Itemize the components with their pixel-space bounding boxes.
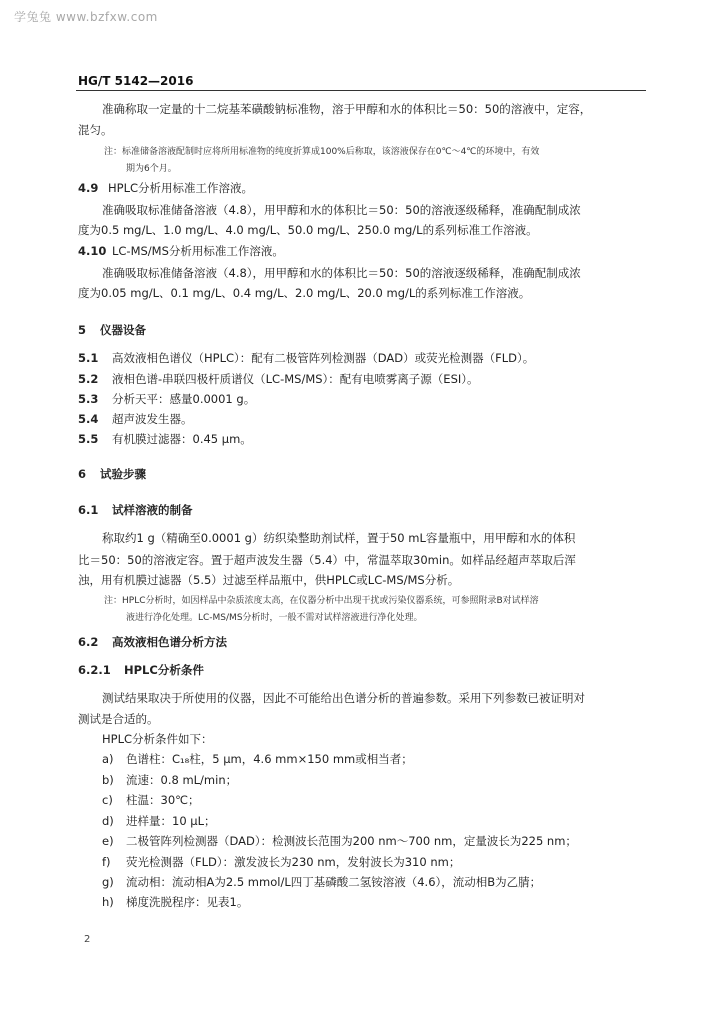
clause-title: HPLC分析用标准工作溶液。 xyxy=(108,181,254,195)
list-text: 荧光检测器（FLD）：激发波长为230 nm，发射波长为310 nm； xyxy=(126,855,461,869)
list-item xyxy=(102,772,237,788)
list-marker: h) xyxy=(102,895,114,909)
list-marker: g) xyxy=(102,875,114,889)
list-marker: e) xyxy=(102,834,114,848)
section-title: 试验步骤 xyxy=(100,467,146,481)
list-text: 二极管阵列检测器（DAD）：检测波长范围为200 nm～700 nm，定量波长为225 nm； xyxy=(126,834,577,848)
list-marker: b) xyxy=(102,773,114,787)
watermark: 学兔兔 www.bzfxw.com xyxy=(14,10,158,24)
list-marker: c) xyxy=(102,793,113,807)
header-divider xyxy=(76,90,646,91)
paragraph-line: 测试结果取决于所使用的仪器，因此不可能给出色谱分析的普遍参数。采用下列参数已被证明对 xyxy=(102,691,585,705)
paragraph-line: 准确吸取标准储备溶液（4.8），用甲醇和水的体积比＝50：50的溶液逐级稀释，准确配制成浓 xyxy=(102,203,581,217)
clause-number: 4.10 xyxy=(78,244,107,258)
paragraph-line: 称取约1 g（精确至0.0001 g）纺织染整助剂试样，置于50 mL容量瓶中，用甲醇和水的体积 xyxy=(102,531,576,545)
list-item xyxy=(102,813,216,829)
paragraph-line: 准确称取一定量的十二烷基苯磺酸钠标准物，溶于甲醇和水的体积比＝50：50的溶液中，定容， xyxy=(102,102,592,116)
clause-number: 5.1 xyxy=(78,351,99,365)
paragraph-line: 浊，用有机膜过滤器（5.5）过滤至样品瓶中，供HPLC或LC-MS/MS分析。 xyxy=(78,573,460,587)
list-item xyxy=(102,874,541,890)
clause-number: 6.2.1 xyxy=(78,663,111,677)
paragraph-line: 测试是合适的。 xyxy=(78,712,159,726)
standard-number: HG/T 5142—2016 xyxy=(78,74,194,88)
clause-title: 高效液相色谱分析方法 xyxy=(112,635,227,649)
paragraph-line: 混匀。 xyxy=(78,123,113,137)
list-item xyxy=(102,894,248,910)
clause-number: 6.2 xyxy=(78,635,99,649)
clause-number: 5.5 xyxy=(78,432,99,446)
clause-5-5 xyxy=(78,431,252,447)
note-line: 注：HPLC分析时，如因样品中杂质浓度太高，在仪器分析中出现干扰或污染仪器系统，可参照附录B对试样溶 xyxy=(104,596,539,606)
clause-6-2 xyxy=(78,634,227,650)
list-item xyxy=(102,792,200,808)
clause-text: 液相色谱-串联四极杆质谱仪（LC-MS/MS）：配有电喷雾离子源（ESI）。 xyxy=(112,372,479,386)
clause-title: 试样溶液的制备 xyxy=(112,503,193,517)
clause-4-9 xyxy=(78,180,253,196)
paragraph-line: 度为0.05 mg/L、0.1 mg/L、0.4 mg/L、2.0 mg/L、20.0 mg/L的系列标准工作溶液。 xyxy=(78,286,531,300)
clause-number: 5.2 xyxy=(78,372,99,386)
list-item xyxy=(102,833,577,849)
section-number: 5 xyxy=(78,323,87,337)
list-text: 流速：0.8 mL/min； xyxy=(126,773,238,787)
list-text: 色谱柱：C₁₈柱，5 μm，4.6 mm×150 mm或相当者； xyxy=(126,752,413,766)
section-number: 6 xyxy=(78,467,87,481)
paragraph-line: 度为0.5 mg/L、1.0 mg/L、4.0 mg/L、50.0 mg/L、250.0 mg/L的系列标准工作溶液。 xyxy=(78,223,538,237)
section-6-heading xyxy=(78,466,146,482)
clause-5-4 xyxy=(78,411,193,427)
clause-title: LC-MS/MS分析用标准工作溶液。 xyxy=(112,244,284,258)
note-line: 液进行净化处理。LC-MS/MS分析时，一般不需对试样溶液进行净化处理。 xyxy=(126,613,423,623)
clause-number: 5.4 xyxy=(78,412,99,426)
page-number: 2 xyxy=(84,934,91,945)
list-marker: a) xyxy=(102,752,114,766)
clause-number: 5.3 xyxy=(78,392,99,406)
paragraph-line: 比＝50：50的溶液定容。置于超声波发生器（5.4）中，常温萃取30min。如样品经超声萃取后浑 xyxy=(78,553,576,567)
clause-number: 4.9 xyxy=(78,181,99,195)
clause-number: 6.1 xyxy=(78,503,99,517)
note-line: 注：标准储备溶液配制时应将所用标准物的纯度折算成100%后称取，该溶液保存在0℃～4℃的环境中，有效 xyxy=(104,147,540,157)
list-text: 进样量：10 μL； xyxy=(126,814,216,828)
list-text: 柱温：30℃； xyxy=(126,793,200,807)
clause-text: 有机膜过滤器：0.45 μm。 xyxy=(112,432,252,446)
clause-6-2-1 xyxy=(78,662,204,678)
list-marker: f) xyxy=(102,855,111,869)
clause-text: 高效液相色谱仪（HPLC）：配有二极管阵列检测器（DAD）或荧光检测器（FLD）。 xyxy=(112,351,535,365)
clause-text: 分析天平：感量0.0001 g。 xyxy=(112,392,256,406)
list-item xyxy=(102,751,413,767)
list-text: 梯度洗脱程序：见表1。 xyxy=(126,895,249,909)
clause-6-1 xyxy=(78,502,193,518)
paragraph-line: HPLC分析条件如下： xyxy=(102,732,213,746)
clause-5-3 xyxy=(78,391,255,407)
clause-5-1 xyxy=(78,350,534,366)
section-title: 仪器设备 xyxy=(100,323,146,337)
clause-4-10 xyxy=(78,243,284,259)
list-marker: d) xyxy=(102,814,114,828)
list-item xyxy=(102,854,460,870)
clause-5-2 xyxy=(78,371,479,387)
paragraph-line: 准确吸取标准储备溶液（4.8），用甲醇和水的体积比＝50：50的溶液逐级稀释，准确配制成浓 xyxy=(102,266,581,280)
note-line: 期为6个月。 xyxy=(126,164,177,174)
section-5-heading xyxy=(78,322,146,338)
list-text: 流动相：流动相A为2.5 mmol/L四丁基磷酸二氢铵溶液（4.6），流动相B为乙腈； xyxy=(126,875,542,889)
clause-text: 超声波发生器。 xyxy=(112,412,193,426)
clause-title: HPLC分析条件 xyxy=(124,663,204,677)
